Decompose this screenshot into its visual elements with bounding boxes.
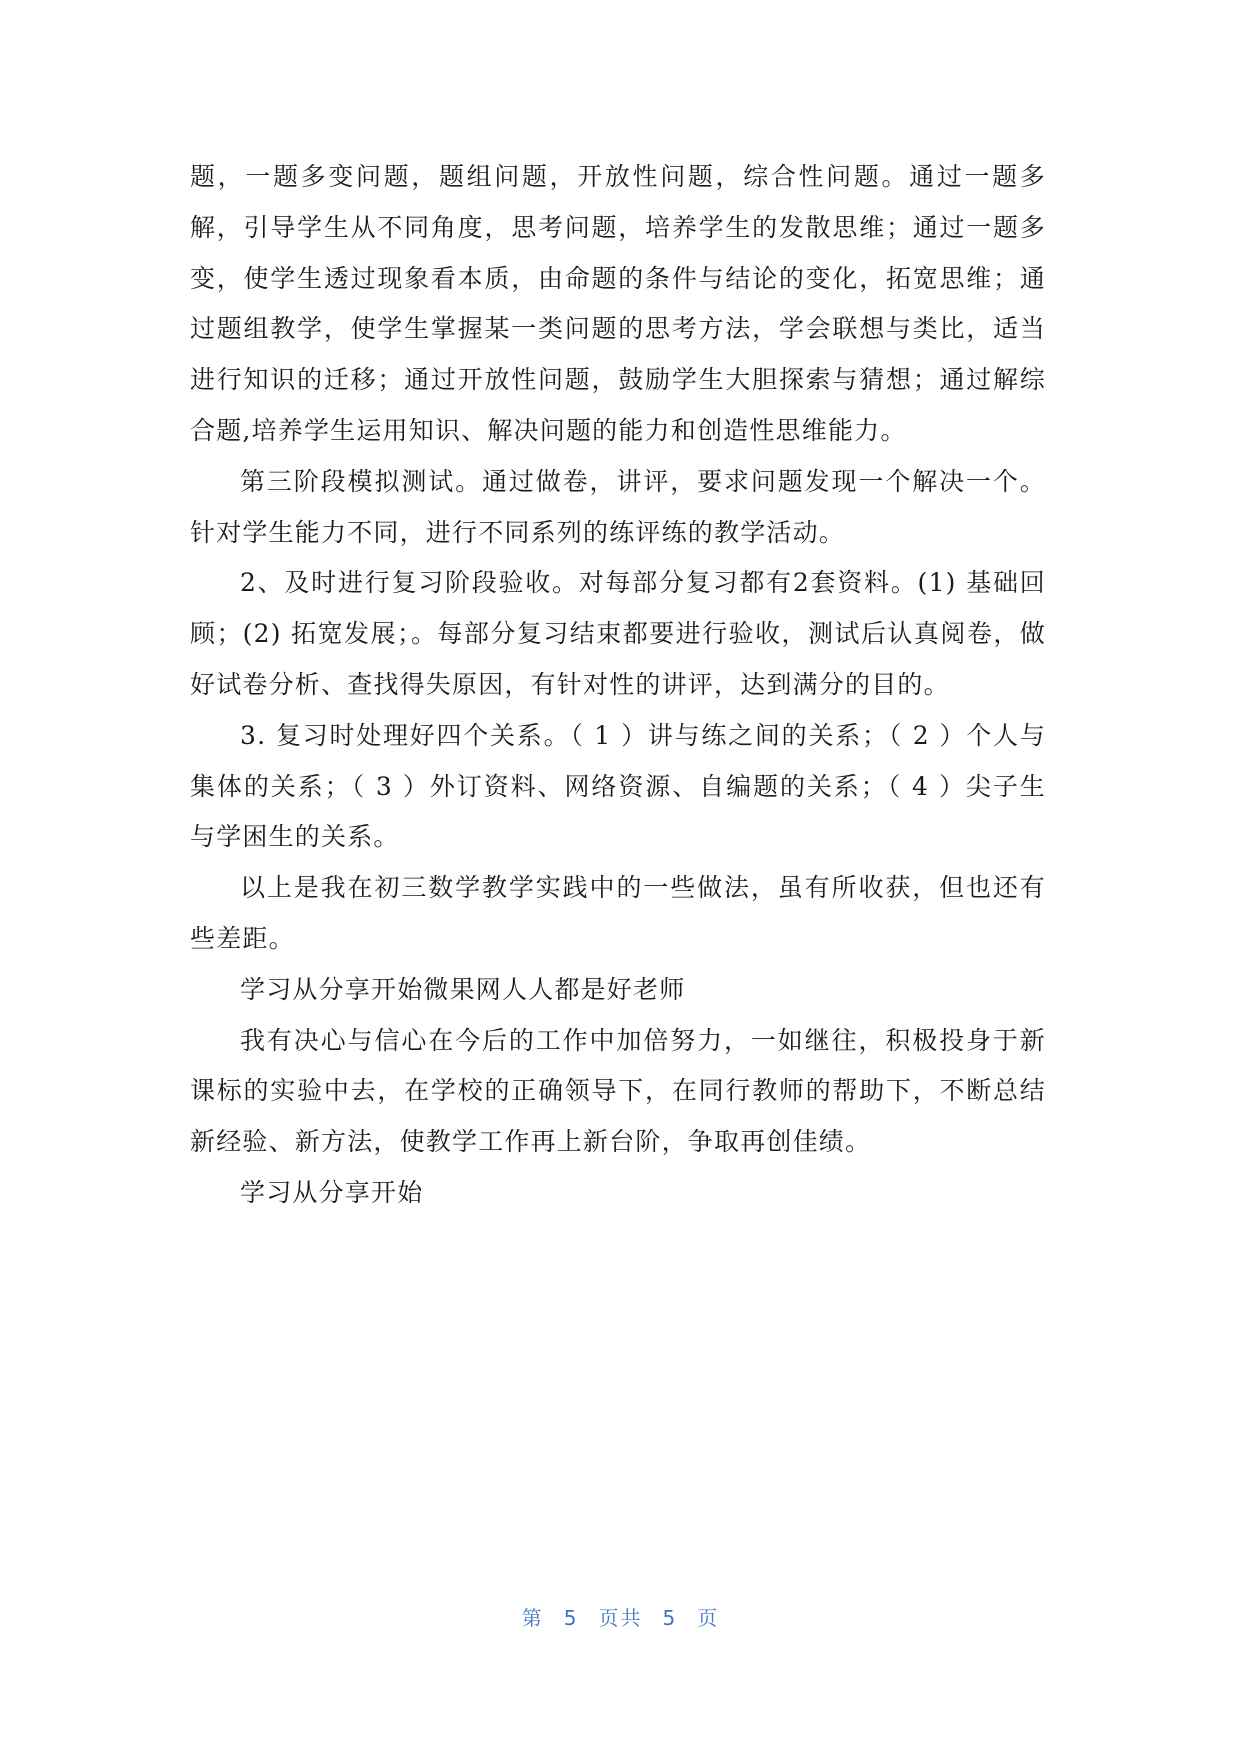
footer-total-pages: 5	[662, 1606, 678, 1630]
paragraph-closing-line: 学习从分享开始	[240, 1177, 424, 1207]
paragraph-four-relations: 3. 复习时处理好四个关系。（ 1 ）讲与练之间的关系；（ 2 ）个人与集体的关系；（ 3 ）外订资料、网络资源、自编题的关系；（ 4 ）尖子生与学困生的关系。	[190, 720, 1046, 852]
paragraph-continued-problem-types: 题，一题多变问题，题组问题，开放性问题，综合性问题。通过一题多解，引导学生从不同角度，思考问题，培养学生的发散思维；通过一题多变，使学生透过现象看本质，由命题的条件与结论的变化，拓宽思维；通过题组教学，使学生掌握某一类问题的思考方法，学会联想与类比，适当进行知识的迁移；通过开放性问题，鼓励学生大胆探索与猜想；通过解综合题,培养学生运用知识、解决问题的能力和创造性思维能力。	[190, 162, 1046, 445]
paragraph-watermark-line: 学习从分享开始微果网人人都是好老师	[240, 974, 686, 1004]
paragraph-resolution: 我有决心与信心在今后的工作中加倍努力，一如继往，积极投身于新课标的实验中去，在学校的正确领导下，在同行教师的帮助下，不断总结新经验、新方法，使教学工作再上新台阶，争取再创佳绩。	[190, 1025, 1046, 1157]
paragraph-summary: 以上是我在初三数学教学实践中的一些做法，虽有所收获，但也还有些差距。	[190, 873, 1046, 953]
document-body	[190, 152, 1046, 1219]
paragraph-stage-three: 第三阶段模拟测试。通过做卷，讲评，要求问题发现一个解决一个。针对学生能力不同，进行不同系列的练评练的教学活动。	[190, 466, 1046, 547]
footer-current-page: 5	[563, 1606, 579, 1630]
page-footer	[0, 1602, 1241, 1631]
footer-label-ye: 页	[697, 1606, 720, 1630]
footer-label-ye-gong: 页共	[598, 1606, 643, 1630]
footer-label-di: 第	[521, 1606, 544, 1630]
paragraph-review-acceptance: 2、及时进行复习阶段验收。对每部分复习都有2套资料。(1) 基础回顾；(2) 拓宽发展；。每部分复习结束都要进行验收，测试后认真阅卷，做好试卷分析、查找得失原因，有针对性的讲评，达到满分的目的。	[190, 568, 1046, 699]
